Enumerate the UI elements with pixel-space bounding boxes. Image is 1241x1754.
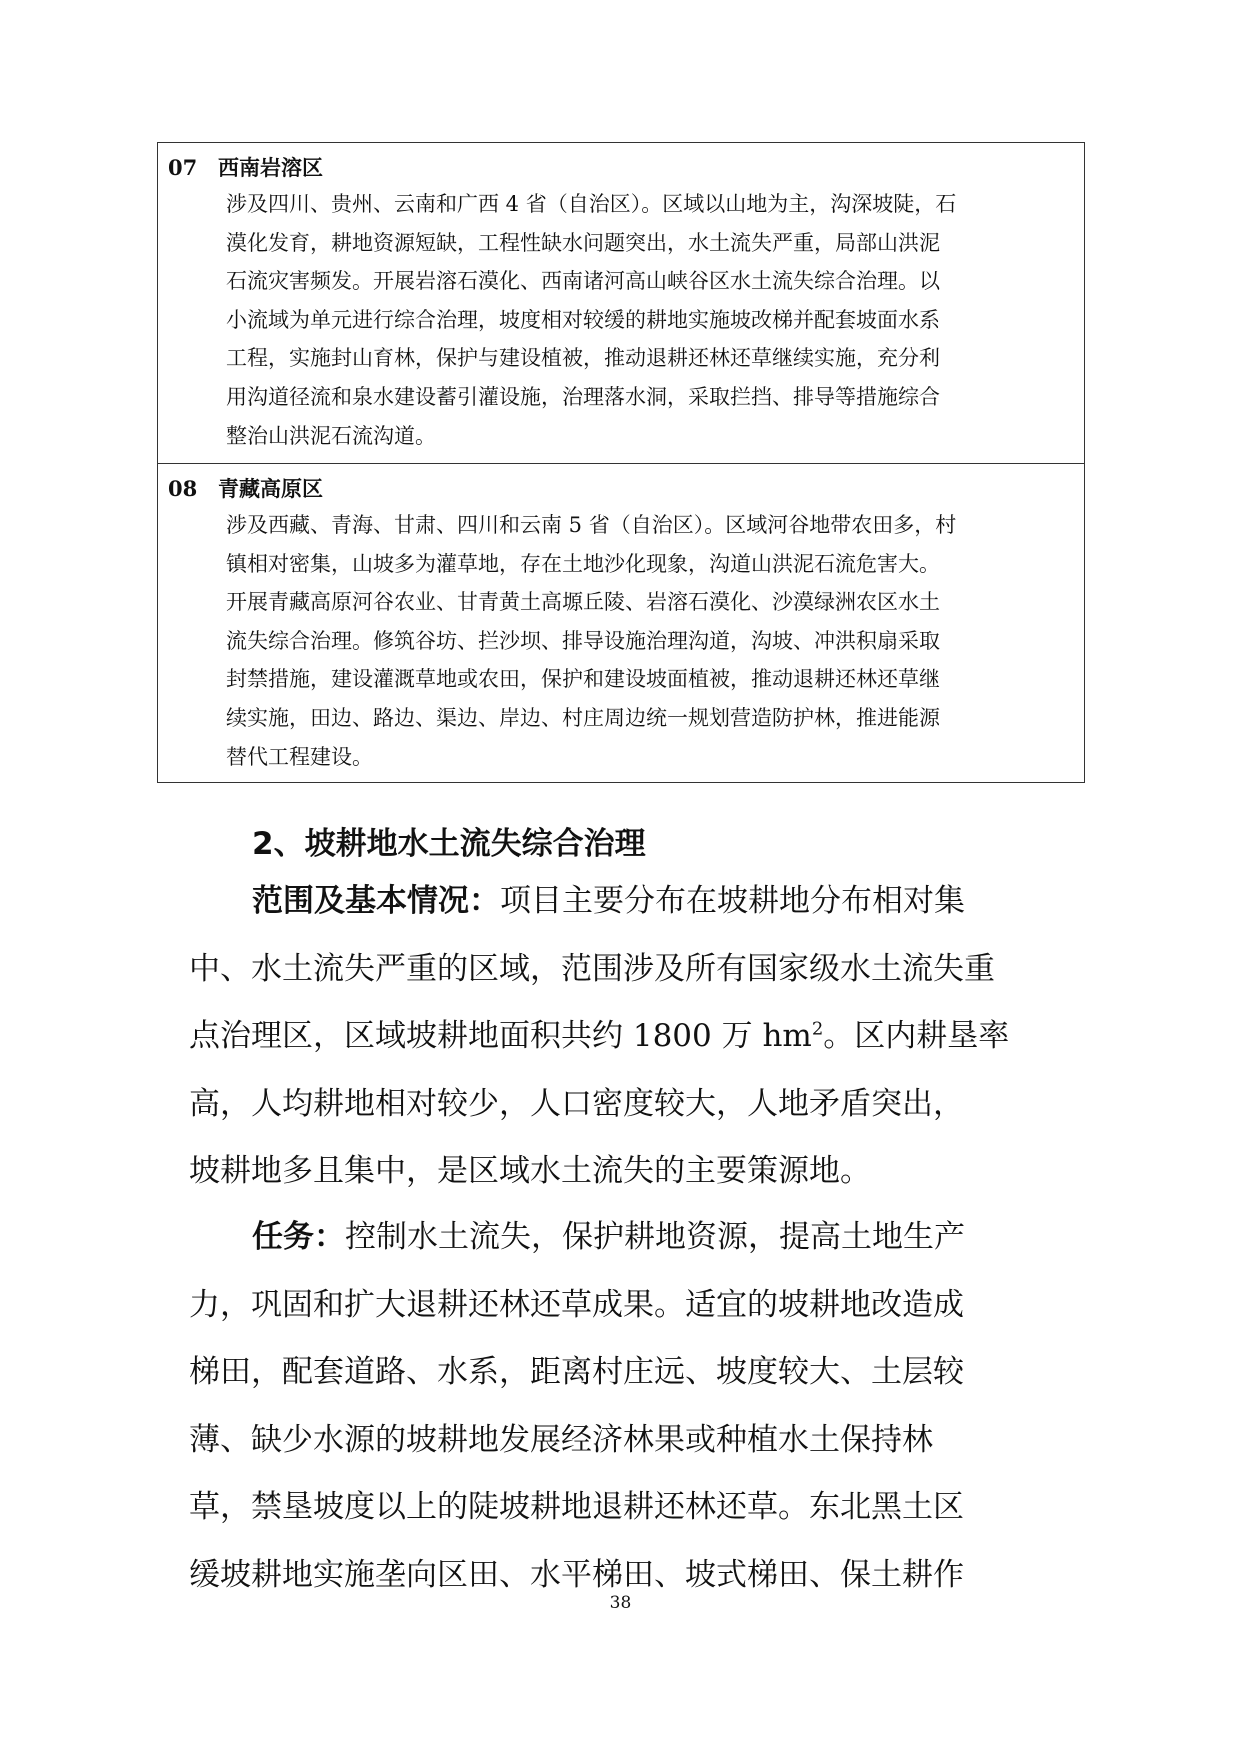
region-text-line: 封禁措施，建设灌溉草地或农田，保护和建设坡面植被，推动退耕还林还草继 [226, 667, 940, 692]
task-text: 控制水土流失，保护耕地资源，提高土地生产 [345, 1219, 965, 1255]
region-text-line: 漠化发育，耕地资源短缺，工程性缺水问题突出，水土流失严重，局部山洪泥 [226, 230, 940, 255]
task-label: 任务： [252, 1219, 345, 1255]
scope-text: 点治理区，区域坡耕地面积共约 1800 万 hm [189, 1018, 812, 1054]
task-paragraph [189, 1204, 1049, 1609]
paragraph-line: 力，巩固和扩大退耕还林还草成果。适宜的坡耕地改造成 [189, 1286, 964, 1323]
scope-text: 。区内耕垦率 [823, 1018, 1010, 1054]
paragraph-line: 中、水土流失严重的区域，范围涉及所有国家级水土流失重 [189, 950, 995, 987]
region-text-line: 涉及四川、贵州、云南和广西 4 省（自治区）。区域以山地为主，沟深坡陡，石 [226, 192, 957, 216]
region-code: 08 [168, 476, 198, 501]
region-cell-07 [158, 143, 1085, 464]
region-text-line: 用沟道径流和泉水建设蓄引灌设施，治理落水洞，采取拦挡、排导等措施综合 [226, 384, 940, 409]
paragraph-line [189, 1003, 1049, 1071]
page-number: 38 [609, 1593, 632, 1613]
region-text-line: 涉及西藏、青海、甘肃、四川和云南 5 省（自治区）。区域河谷地带农田多，村 [226, 513, 957, 537]
paragraph-line [189, 868, 1049, 936]
paragraph-line: 梯田，配套道路、水系，距离村庄远、坡度较大、土层较 [189, 1354, 964, 1390]
paragraph-line: 缓坡耕地实施垄向区田、水平梯田、坡式梯田、保土耕作 [189, 1556, 964, 1593]
region-table [157, 142, 1085, 783]
section-title: 2、坡耕地水土流失综合治理 [252, 826, 646, 862]
superscript: 2 [811, 1018, 824, 1040]
paragraph-line: 坡耕地多且集中，是区域水土流失的主要策源地。 [189, 1153, 871, 1189]
region-heading [158, 151, 1084, 185]
region-text-line: 整治山洪泥石流沟道。 [226, 423, 436, 448]
region-text-line: 续实施，田边、路边、渠边、岸边、村庄周边统一规划营造防护林，推进能源 [226, 705, 940, 730]
region-text-line: 替代工程建设。 [226, 744, 373, 769]
region-text-line: 石流灾害频发。开展岩溶石漠化、西南诸河高山峡谷区水土流失综合治理。以 [226, 269, 940, 294]
paragraph-line: 草，禁垦坡度以上的陡坡耕地退耕还林还草。东北黑土区 [189, 1489, 964, 1525]
paragraph-line [189, 1204, 1049, 1272]
region-text-line: 开展青藏高原河谷农业、甘青黄土高塬丘陵、岩溶石漠化、沙漠绿洲农区水土 [226, 590, 940, 615]
paragraph-line: 高，人均耕地相对较少，人口密度较大，人地矛盾突出， [189, 1085, 964, 1122]
region-text-line: 流失综合治理。修筑谷坊、拦沙坝、排导设施治理沟道，沟坡、冲洪积扇采取 [226, 628, 940, 653]
scope-paragraph [189, 868, 1049, 1206]
paragraph-line: 薄、缺少水源的坡耕地发展经济林果或种植水土保持林 [189, 1421, 933, 1458]
scope-label: 范围及基本情况： [252, 883, 500, 919]
region-name: 西南岩溶区 [218, 155, 323, 180]
region-text-line: 镇相对密集，山坡多为灌草地，存在土地沙化现象，沟道山洪泥石流危害大。 [226, 551, 940, 576]
region-heading [158, 472, 1084, 506]
region-cell-08 [158, 464, 1085, 783]
region-text-line: 工程，实施封山育林，保护与建设植被，推动退耕还林还草继续实施，充分利 [226, 346, 940, 371]
scope-text: 项目主要分布在坡耕地分布相对集 [500, 883, 965, 919]
region-text-line: 小流域为单元进行综合治理，坡度相对较缓的耕地实施坡改梯并配套坡面水系 [226, 307, 940, 332]
region-name: 青藏高原区 [218, 476, 323, 501]
region-code: 07 [168, 155, 198, 180]
